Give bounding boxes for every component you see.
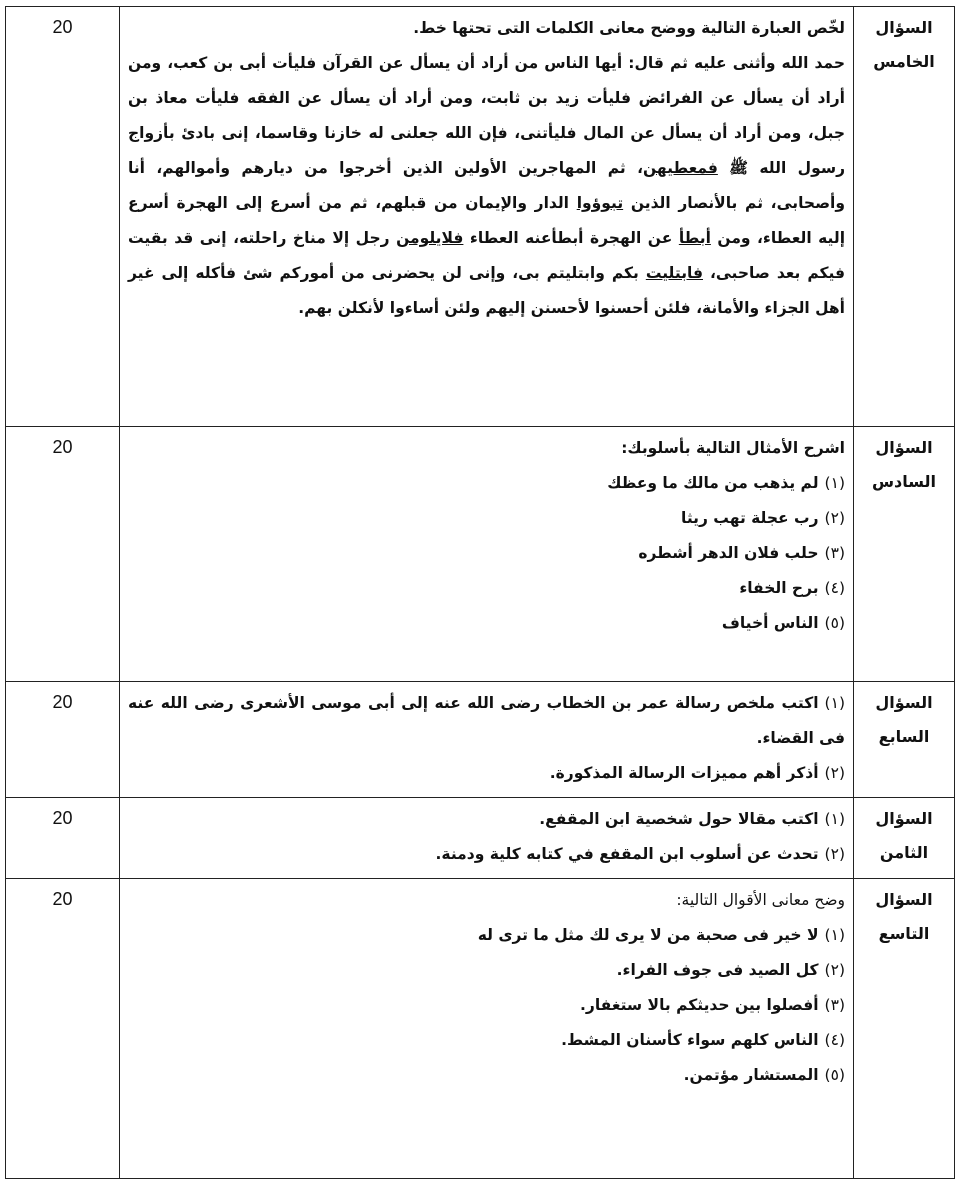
item-number: (٣) [824, 996, 845, 1014]
list-item [128, 837, 845, 872]
question-content [120, 682, 854, 798]
label-line: السؤال [875, 18, 933, 37]
item-text: برح الخفاء [739, 579, 819, 597]
question-label [854, 7, 955, 427]
question-content [120, 798, 854, 879]
item-text: لا خير فى صحبة من لا يرى لك مثل ما ترى له [477, 926, 819, 944]
item-text: حلب فلان الدهر أشطره [638, 544, 819, 562]
score: 20 [6, 682, 120, 798]
exam-questions-table [5, 6, 955, 1179]
label-line: السابع [878, 727, 930, 746]
list-item [128, 988, 845, 1023]
instruction: لخّص العبارة التالية ووضح معانى الكلمات التى تحتها خط. [413, 19, 845, 37]
passage-text: رجل إلا مناخ راحلته، إنى قد بقيت فيكم بعد صاحبى، [128, 229, 845, 282]
item-number: (٣) [824, 544, 845, 562]
item-number: (٢) [824, 845, 845, 863]
label-line: السؤال [875, 438, 933, 457]
item-number: (٢) [824, 509, 845, 527]
item-number: (٤) [824, 1031, 845, 1049]
list-item [128, 606, 845, 641]
underlined-word: فابتليت [645, 264, 703, 282]
label-line: الخامس [873, 52, 935, 71]
item-text: رب عجلة تهب ريثا [681, 509, 819, 527]
question-row-8 [6, 798, 955, 879]
item-text: أذكر أهم مميزات الرسالة المذكورة. [549, 764, 819, 782]
score: 20 [6, 798, 120, 879]
passage-text: حمد الله وأثنى عليه ثم قال: أيها الناس من أراد أن يسأل عن القرآن فليأت أبى بن كعب، ومن أراد أن يسأل عن الفرائض فليأت زيد بن ثابت، ومن أراد أن يسأل عن الفقه فليأت معاذ بن جبل، ومن أراد أن يسأل عن المال فليأتنى، فإن الله جعلنى له خازنا وقاسما، إنى بادئ بأزواج رسول الله ﷺ [128, 54, 845, 177]
item-text: الناس أخياف [721, 614, 819, 632]
question-content [120, 879, 854, 1179]
passage [128, 46, 845, 326]
list-item [128, 686, 845, 756]
list-item [128, 918, 845, 953]
list-item [128, 1058, 845, 1093]
underlined-word: أبطأ [678, 229, 711, 247]
list-item [128, 501, 845, 536]
score: 20 [6, 427, 120, 682]
list-item [128, 756, 845, 791]
instruction: وضح معانى الأقوال التالية: [676, 891, 845, 909]
item-text: اكتب مقالا حول شخصية ابن المقفع. [539, 810, 819, 828]
score: 20 [6, 7, 120, 427]
item-text: اكتب ملخص رسالة عمر بن الخطاب رضى الله عنه إلى أبى موسى الأشعرى رضى الله عنه فى القضاء. [128, 694, 845, 747]
list-item [128, 953, 845, 988]
question-row-9 [6, 879, 955, 1179]
item-number: (٤) [824, 579, 845, 597]
label-line: الثامن [879, 843, 929, 862]
question-label [854, 798, 955, 879]
question-row-5 [6, 7, 955, 427]
label-line: السؤال [875, 693, 933, 712]
label-line: السادس [871, 472, 937, 491]
list-item [128, 466, 845, 501]
label-line: التاسع [878, 924, 930, 943]
passage-text: بكم وابتليتم بى، وإنى لن يحضرنى من أموركم شئ فأكله إلى غير أهل الجزاء والأمانة، فلئن أحسنوا لأحسنن إليهم ولئن أساءوا لأنكلن بهم. [128, 264, 845, 317]
question-label [854, 879, 955, 1179]
list-item [128, 1023, 845, 1058]
item-text: تحدث عن أسلوب ابن المقفع في كتابه كلية ودمنة. [435, 845, 819, 863]
underlined-word: فمعطيهن [642, 159, 718, 177]
item-number: (١) [824, 474, 845, 492]
label-line: السؤال [875, 890, 933, 909]
item-text: لم يذهب من مالك ما وعظك [607, 474, 819, 492]
item-number: (٥) [824, 1066, 845, 1084]
underlined-word: فلايلومن [396, 229, 464, 247]
question-content [120, 7, 854, 427]
underlined-word: تبوؤوا [576, 194, 624, 212]
item-text: الناس كلهم سواء كأسنان المشط. [561, 1031, 819, 1049]
list-item [128, 802, 845, 837]
item-number: (٥) [824, 614, 845, 632]
question-content [120, 427, 854, 682]
instruction: اشرح الأمثال التالية بأسلوبك: [621, 439, 845, 457]
question-label [854, 427, 955, 682]
passage-text: الدار والإيمان من قبلهم، ثم من أسرع إلى الهجرة أسرع إليه العطاء، ومن [128, 194, 846, 247]
item-number: (١) [824, 926, 845, 944]
question-label [854, 682, 955, 798]
item-text: كل الصيد فى جوف الفراء. [616, 961, 819, 979]
score: 20 [6, 879, 120, 1179]
list-item [128, 536, 845, 571]
passage-text: عن الهجرة أبطأعنه العطاء [463, 229, 679, 247]
item-number: (١) [824, 694, 845, 712]
item-text: المستشار مؤتمن. [683, 1066, 819, 1084]
item-number: (٢) [824, 961, 845, 979]
item-number: (٢) [824, 764, 845, 782]
item-text: أفصلوا بين حديثكم بالا ستغفار. [580, 996, 819, 1014]
question-row-7 [6, 682, 955, 798]
question-row-6 [6, 427, 955, 682]
list-item [128, 571, 845, 606]
item-number: (١) [824, 810, 845, 828]
passage-text: ، ثم المهاجرين الأولين الذين أخرجوا من ديارهم وأموالهم، أنا وأصحابى، ثم بالأنصار الذين [128, 159, 845, 212]
label-line: السؤال [875, 809, 933, 828]
